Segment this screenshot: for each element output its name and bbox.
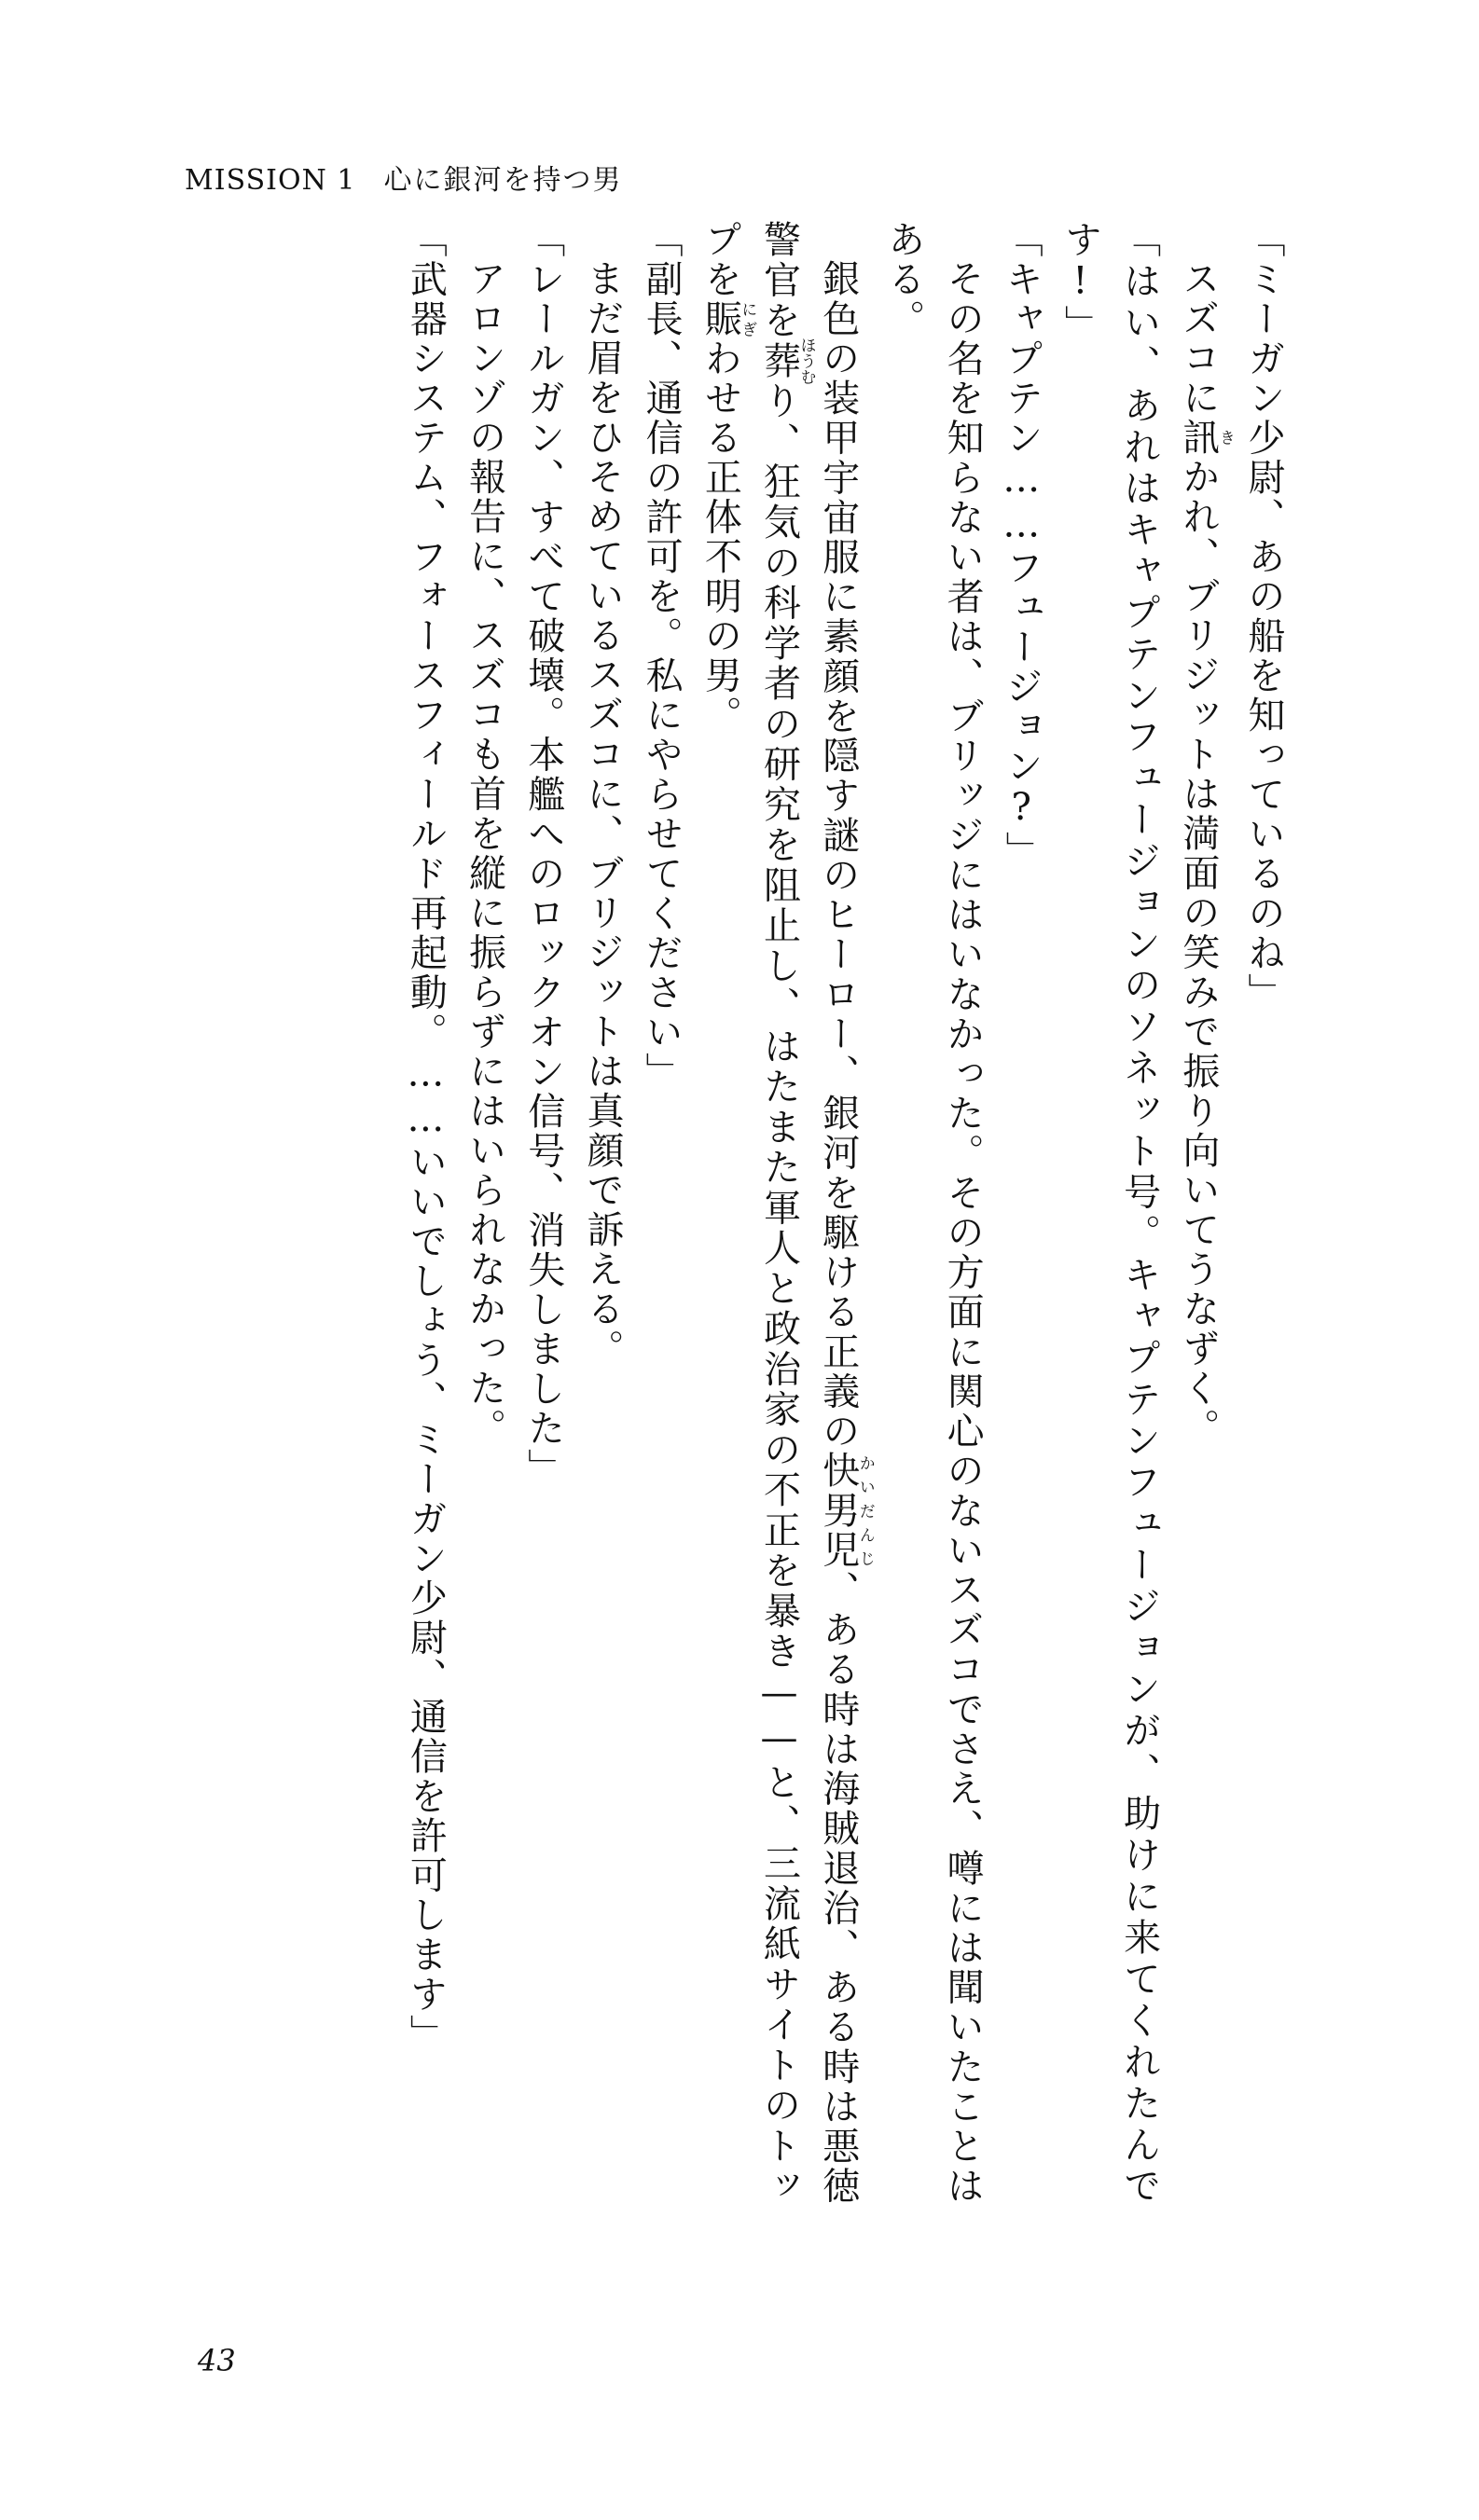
page-body-text xyxy=(200,220,1292,2206)
paragraph: スズコに訊きかれ、ブリジットは満面の笑みで振り向いてうなずく。 xyxy=(1176,259,1235,1448)
running-head-chapter-title: 心に銀河を持つ男 xyxy=(383,164,623,197)
paragraph: その名を知らない者は、ブリッジにはいなかった。その方面に関心のないスズコでさえ、噂には聞いたことはある。 xyxy=(881,220,985,2206)
running-head xyxy=(185,157,622,198)
ruby-annotation: 葬ほうむ xyxy=(757,337,816,385)
paragraph: 銀色の装甲宇宙服に素顔を隠す謎のヒーロー、銀河を駆ける正義の快男児かいだんじ、ある時は海賊退治、ある時は悪徳警官を葬ほうむり、狂気の科学者の研究を阻止し、はたまた軍人と政治家の不正を暴き——と、三流紙サイトのトップを賑にぎわせる正体不明の男。 xyxy=(698,220,875,2207)
paragraph: 「ミーガン少尉、あの船を知っているのね」 xyxy=(1242,220,1285,1012)
ruby-annotation: 快男児かいだんじ xyxy=(816,1451,875,1571)
paragraph: アロンゾの報告に、スズコも首を縦に振らずにはいられなかった。 xyxy=(463,259,506,1448)
paragraph: 「キャプテン……フュージョン?」 xyxy=(1000,220,1044,871)
paragraph: 「副長、通信の許可を。私にやらせてください」 xyxy=(640,220,684,1092)
paragraph: 「はい、あれはキャプテンフュージョンのソネット号。キャプテンフュージョンが、助けに来てくれたんです!」 xyxy=(1058,220,1161,2206)
paragraph: まだ眉をひそめているスズコに、ブリジットは真顔で訴える。 xyxy=(580,259,624,1369)
ruby-annotation: 訊き xyxy=(1176,418,1235,458)
running-head-mission: MISSION 1 xyxy=(185,164,356,197)
page-number: 43 xyxy=(198,2343,236,2378)
paragraph: 「レールガン、すべて破壊。本艦へのロックオン信号、消失しました」 xyxy=(521,220,565,1488)
paragraph: 「武器システム、フォースフィールド再起動。……いいでしょう、ミーガン少尉、通信を許可します」 xyxy=(404,220,448,2054)
ruby-annotation: 賑にぎ xyxy=(698,299,757,339)
